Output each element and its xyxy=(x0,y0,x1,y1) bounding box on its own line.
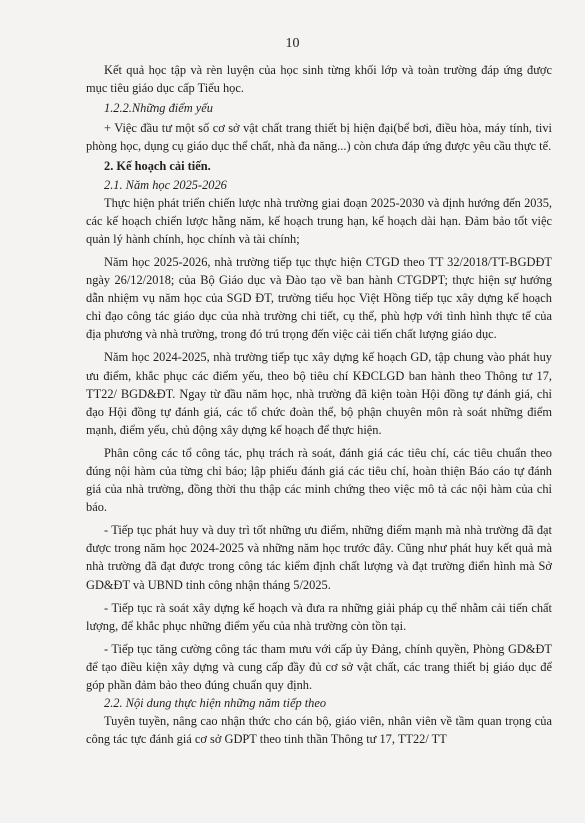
paragraph-strategy: Thực hiện phát triển chiến lược nhà trường giai đoạn 2025-2030 và định hướng đến 2035, các kế hoạch chiến lược hằng năm, kế hoạch trung hạn, kế hoạch dài hạn. Đảm bảo tốt việc quản lý hành chính, học chính và tài chính; xyxy=(86,195,552,246)
paragraph-assignment: Phân công các tổ công tác, phụ trách rà soát, đánh giá các tiêu chí, các tiêu chuẩn theo đúng nội hàm của từng chỉ báo; lập phiếu đánh giá các tiêu chí, hoàn thiện Báo cáo tự đánh giá của nhà trường, đồng thời thu thập các minh chứng theo việc mô tả các nội hàm của chỉ báo. xyxy=(86,445,552,515)
heading-content-next-years: 2.2. Nội dung thực hiện những năm tiếp theo xyxy=(104,696,327,711)
heading-improvement-plan: 2. Kế hoạch cải tiến. xyxy=(104,159,211,174)
paragraph-advisory: - Tiếp tục tăng cường công tác tham mưu với cấp ủy Đảng, chính quyền, Phòng GD&ĐT để tạo điều kiện xây dựng và cung cấp đầy đủ cơ sở vật chất, các trang thiết bị giáo dục để góp phần đảm bảo theo đúng chuẩn quy định. xyxy=(86,641,552,692)
heading-school-year-2025-2026: 2.1. Năm học 2025-2026 xyxy=(104,177,227,192)
paragraph-learning-results: Kết quả học tập và rèn luyện của học sinh từng khối lớp và toàn trường đáp ứng được mục tiêu giáo dục cấp Tiểu học. xyxy=(86,63,552,96)
paragraph-review-plan: - Tiếp tục rà soát xây dựng kế hoạch và đưa ra những giải pháp cụ thể nhằm cải tiến chất lượng, để khắc phục những điểm yếu của nhà trường còn tồn tại. xyxy=(86,600,552,633)
page-number: 10 xyxy=(285,36,300,51)
paragraph-continue-strengths: - Tiếp tục phát huy và duy trì tốt những ưu điểm, những điểm mạnh mà nhà trường đã đạt được trong năm học 2024-2025 và những năm học trước đây. Cũng như phát huy kết quả mà nhà trường đã đạt được trong công tác kiểm định chất lượng và đạt trường điển hình mà Sở GD&ĐT và UBND tỉnh công nhận tháng 5/2025. xyxy=(86,523,552,592)
paragraph-weakness-facilities: + Việc đầu tư một số cơ sở vật chất trang thiết bị hiện đại(bể bơi, điều hòa, máy tính, tivi phòng học, dụng cụ giáo dục thể chất, nhà đa năng...) còn chưa đáp ứng được yêu cầu thực tế. xyxy=(86,121,552,154)
paragraph-awareness: Tuyên tuyền, nâng cao nhận thức cho cán bộ, giáo viên, nhân viên về tầm quan trọng của công tác tực đánh giá cơ sở GDPT theo tinh thần Thông tư 17, TT22/ TT xyxy=(86,714,552,747)
page-content xyxy=(86,61,552,748)
heading-weaknesses: 1.2.2.Những điểm yếu xyxy=(104,101,213,116)
paragraph-year-2024-2025: Năm học 2024-2025, nhà trường tiếp tục xây dựng kế hoạch GD, tập chung vào phát huy ưu điểm, khắc phục các điểm yếu, theo bộ tiêu chí KĐCLGD ban hành theo Thông tư 17, TT22/ BGD&ĐT. Ngay từ đầu năm học, nhà trường đã kiện toàn Hội đồng tự đánh giá, chỉ đạo Hội đồng tự đánh giá, các tổ chức đoàn thể, bộ phận chuyên môn rà soát những điểm mạnh, điểm yếu, chủ động xây dựng kế hoạch để thực hiện. xyxy=(86,350,552,437)
paragraph-year-2025-2026: Năm học 2025-2026, nhà trường tiếp tục thực hiện CTGD theo TT 32/2018/TT-BGDĐT ngày 26/12/2018; của Bộ Giáo dục và Đào tạo về ban hành CTGDPT; thực hiện sự hướng dẫn nhiệm vụ năm học của SGD ĐT, trường tiểu học Việt Hồng tiếp tục xây dựng kế hoạch chỉ đạo công tác giáo dục của nhà trường chi tiết, cụ thể, phù hợp với tình hình thực tế của địa phương và nhà trường, trong đó trú trọng đến việc cải tiến chất lượng giáo dục. xyxy=(86,254,552,342)
